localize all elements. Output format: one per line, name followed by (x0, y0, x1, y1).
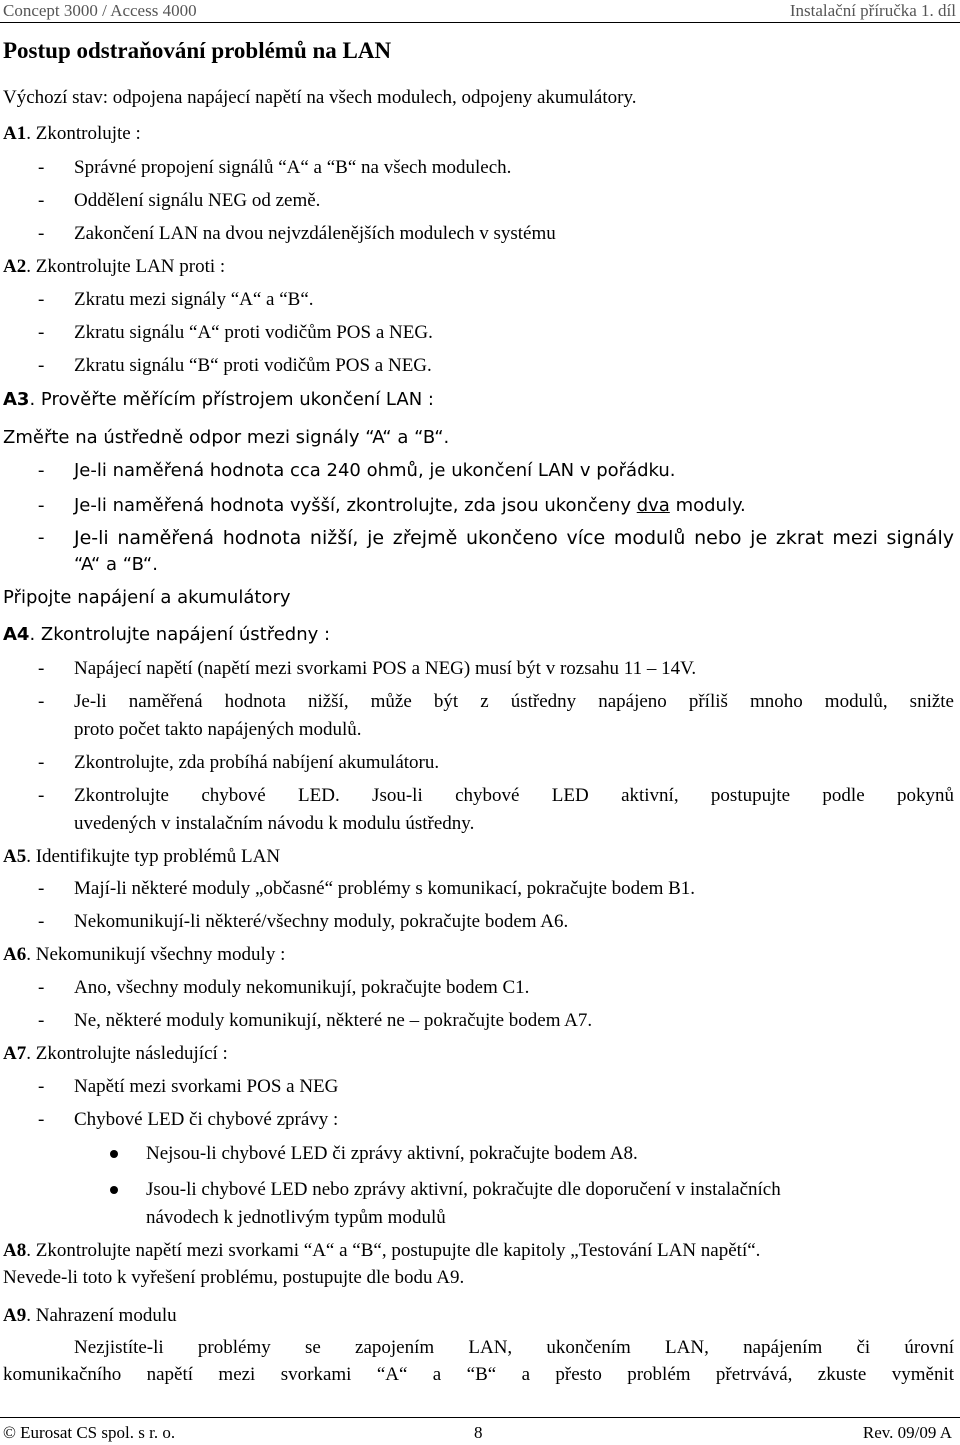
step-a8-continuation: Nevede-li toto k vyřešení problému, postupujte dle bodu A9. (3, 1267, 465, 1288)
bullet-item-continuation: návodech k jednotlivým typům modulů (146, 1207, 446, 1228)
step-heading: . Zkontrolujte : (26, 123, 141, 144)
page-number: 8 (474, 1423, 483, 1442)
list-item: Oddělení signálu NEG od země. (74, 190, 321, 211)
bullet-item: Nejsou-li chybové LED či zprávy aktivní, pokračujte bodem A8. (146, 1143, 638, 1164)
footer-company: © Eurosat CS spol. s r. o. (3, 1423, 176, 1442)
step-heading: . Nahrazení modulu (26, 1305, 177, 1326)
dash-icon: - (38, 223, 45, 244)
step-number: A3 (3, 389, 30, 410)
list-item: Ano, všechny moduly nekomunikují, pokračujte bodem C1. (74, 977, 530, 998)
dash-icon: - (38, 1076, 45, 1097)
step-heading: . Prověřte měřícím přístrojem ukončení LAN : (29, 389, 434, 410)
power-instruction: Připojte napájení a akumulátory (3, 587, 291, 608)
list-item: Nekomunikují-li některé/všechny moduly, pokračujte bodem A6. (74, 911, 569, 932)
intro-text: Výchozí stav: odpojena napájecí napětí na všech modulech, odpojeny akumulátory. (3, 87, 637, 108)
bullet-item: Jsou-li chybové LED nebo zprávy aktivní, pokračujte dle doporučení v instalačních (146, 1179, 781, 1200)
step-heading: . Zkontrolujte napětí mezi svorkami “A“ a “B“, postupujte dle kapitoly „Testování LAN napětí“. (26, 1240, 761, 1261)
step-number: A6 (3, 944, 27, 965)
dash-icon: - (38, 911, 45, 932)
list-item (74, 494, 746, 518)
dash-icon: - (38, 658, 45, 679)
step-a9 (3, 1304, 177, 1328)
list-item: Zkontrolujte chybové LED. Jsou-li chybové LED aktivní, postupujte podle pokynů (74, 785, 954, 806)
dash-icon: - (38, 1010, 45, 1031)
step-a6 (3, 943, 285, 967)
step-heading: . Zkontrolujte následující : (26, 1043, 228, 1064)
step-number: A9 (3, 1305, 27, 1326)
list-item-continuation: uvedených v instalačním návodu k modulu ústředny. (74, 813, 475, 834)
dash-icon: - (38, 785, 45, 806)
step-a3 (3, 388, 434, 412)
step-heading: . Nekomunikují všechny moduly : (26, 944, 286, 965)
list-item: Zkontrolujte, zda probíhá nabíjení akumulátoru. (74, 752, 440, 773)
footer-revision: Rev. 09/09 A (862, 1423, 952, 1442)
step-a2 (3, 255, 225, 279)
page-footer (0, 1417, 960, 1445)
list-item: Zkratu signálu “A“ proti vodičům POS a NEG. (74, 322, 433, 343)
dash-icon: - (38, 878, 45, 899)
list-item: Chybové LED či chybové zprávy : (74, 1109, 339, 1130)
list-item: Je-li naměřená hodnota nižší, může být z ústředny napájeno příliš mnoho modulů, snižte (74, 691, 954, 712)
step-number: A8 (3, 1240, 27, 1261)
list-item-continuation: proto počet takto napájených modulů. (74, 719, 362, 740)
dash-icon: - (38, 157, 45, 178)
step-a7 (3, 1042, 228, 1066)
list-item: Je-li naměřená hodnota cca 240 ohmů, je ukončení LAN v pořádku. (74, 460, 676, 481)
step-a4 (3, 623, 330, 647)
list-item: Napájecí napětí (napětí mezi svorkami POS a NEG) musí být v rozsahu 11 – 14V. (74, 658, 697, 679)
step-number: A2 (3, 256, 27, 277)
list-item: Mají-li některé moduly „občasné“ problémy s komunikací, pokračujte bodem B1. (74, 878, 696, 899)
list-item-text: moduly. (675, 495, 746, 516)
dash-icon: - (38, 527, 45, 548)
page-header (0, 0, 960, 23)
dash-icon: - (38, 355, 45, 376)
list-item-continuation: “A“ a “B“. (74, 554, 158, 575)
list-item: Zkratu mezi signály “A“ a “B“. (74, 289, 314, 310)
step-a5 (3, 845, 280, 869)
step-a1 (3, 122, 141, 146)
list-item: Zakončení LAN na dvou nejvzdálenějších modulech v systému (74, 223, 556, 244)
step-number: A7 (3, 1043, 27, 1064)
header-product: Concept 3000 / Access 4000 (3, 1, 197, 20)
list-item: Zkratu signálu “B“ proti vodičům POS a NEG. (74, 355, 432, 376)
step-number: A5 (3, 846, 27, 867)
dash-icon: - (38, 460, 45, 481)
step-heading: . Identifikujte typ problémů LAN (26, 846, 281, 867)
section-title: Postup odstraňování problémů na LAN (3, 38, 392, 63)
bullet-icon (110, 1150, 118, 1158)
list-item-text: Je-li naměřená hodnota vyšší, zkontrolujte, zda jsou ukončeny (74, 495, 631, 516)
underlined-word: dva (636, 495, 670, 516)
list-item: Správné propojení signálů “A“ a “B“ na všech modulech. (74, 157, 512, 178)
dash-icon: - (38, 1109, 45, 1130)
dash-icon: - (38, 752, 45, 773)
header-doc-title: Instalační příručka 1. díl (789, 1, 956, 20)
dash-icon: - (38, 190, 45, 211)
dash-icon: - (38, 322, 45, 343)
paragraph-line: komunikačního napětí mezi svorkami “A“ a “B“ a přesto problém přetrvává, zkuste vyměnit (3, 1364, 954, 1385)
step-heading: . Zkontrolujte LAN proti : (26, 256, 226, 277)
list-item: Napětí mezi svorkami POS a NEG (74, 1076, 339, 1097)
list-item: Je-li naměřená hodnota nižší, je zřejmě ukončeno více modulů nebo je zkrat mezi signály (74, 527, 954, 549)
paragraph-line: Nezjistíte-li problémy se zapojením LAN, ukončením LAN, napájením či úrovní (74, 1337, 954, 1358)
step-heading: . Zkontrolujte napájení ústředny : (29, 624, 331, 645)
dash-icon: - (38, 495, 45, 516)
step-number: A1 (3, 123, 27, 144)
dash-icon: - (38, 691, 45, 712)
measure-instruction: Změřte na ústředně odpor mezi signály “A“ a “B“. (3, 427, 450, 448)
step-a8 (3, 1239, 760, 1263)
dash-icon: - (38, 977, 45, 998)
step-number: A4 (3, 624, 30, 645)
list-item: Ne, některé moduly komunikují, některé ne – pokračujte bodem A7. (74, 1010, 593, 1031)
dash-icon: - (38, 289, 45, 310)
bullet-icon (110, 1186, 118, 1194)
